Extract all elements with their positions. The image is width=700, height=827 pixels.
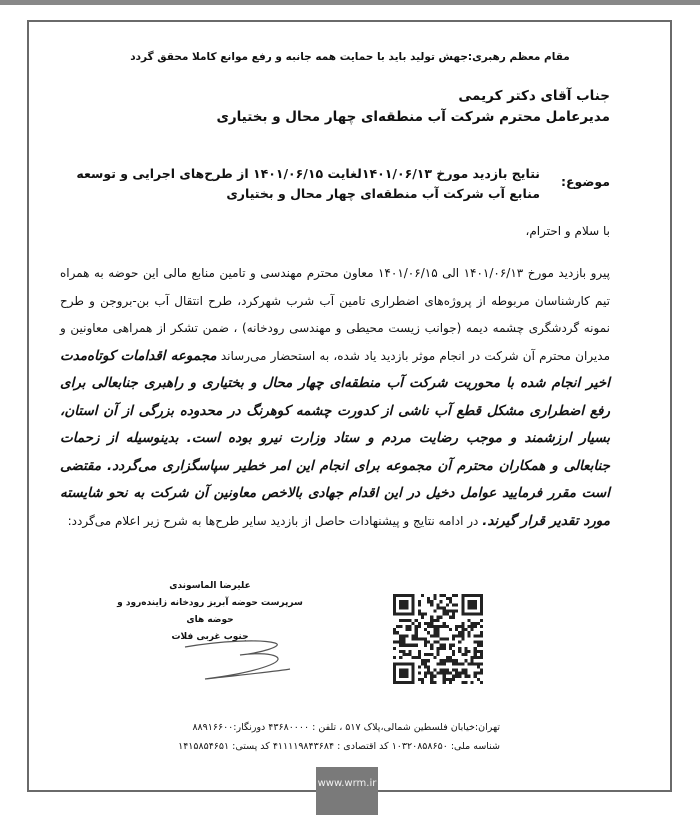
greeting: با سلام و احترام، (525, 224, 610, 238)
letter-motto: مقام معظم رهبری:جهش تولید باید با حمایت همه جانبه و رفع موانع کاملا محقق گردد (130, 51, 570, 63)
website-watermark: www.wrm.ir (316, 767, 378, 815)
signer-name: علیرضا الماسوندی (169, 581, 251, 591)
letter-body (60, 260, 610, 535)
body-intro: پیرو بازدید مورخ ۱۴۰۱/۰۶/۱۳ الی ۱۴۰۱/۰۶/۱۵ معاون محترم مهندسی و تامین منابع مالی این حوضه به همراه تیم کارشناسان مربوطه از پروژه‌های اضطراری تامین آب شرب شهرکرد، طرح انتقال آب بن-بروجن و طرح نمونه گردشگری چشمه دیمه (جوانب زیست محیطی و مهندسی رودخانه) ، ضمن تشکر از همراهی معاونین و مدیران محترم آن شرکت در انجام موثر بازدید یاد شده، به استحضار می‌رساند (60, 266, 611, 363)
subject-label: موضوع: (560, 174, 610, 189)
recipient-block (216, 86, 610, 128)
signer-title-line1: سرپرست حوضه آبریز رودخانه زاینده‌رود و حوضه های (117, 598, 303, 625)
subject-block (50, 164, 610, 204)
recipient-name: جناب آقای دکتر کریمی (458, 88, 610, 104)
recipient-title: مدیرعامل محترم شرکت آب منطقه‌ای چهار محال و بختیاری (216, 109, 610, 125)
body-closing: در ادامه نتایج و پیشنهادات حاصل از بازدید سایر طرح‌ها به شرح زیر اعلام می‌گردد: (67, 513, 479, 528)
footer-address: تهران:خیابان فلسطین شمالی،پلاک ۵۱۷ ، تلفن : ۴۳۶۸۰۰۰۰ دورنگار:۸۸۹۱۶۶۰۰ (192, 722, 500, 733)
top-border-strip (0, 0, 700, 5)
qr-code-icon (393, 594, 483, 684)
footer-contact (100, 718, 500, 756)
handwritten-signature (180, 635, 300, 680)
footer-ids: شناسه ملی: ۱۰۳۲۰۸۵۸۶۵۰ کد اقتصادی : ۴۱۱۱۱۹۸۴۳۶۸۴ کد پستی: ۱۴۱۵۸۵۴۶۵۱ (178, 741, 500, 752)
body-emphasis: مجموعه اقدامات کوتاه‌مدت اخیر انجام شده با محوریت شرکت آب منطقه‌ای چهار محال و بختیاری و راهبری جنابعالی برای رفع اضطراری مشکل قطع آب ناشی از کدورت چشمه کوهرنگ در محدوده بزرگی از آن استان، بسیار ارزشمند و موجب رضایت مردم و ستاد وزارت نیرو بوده است. بدینوسیله از زحمات جنابعالی و همکاران محترم آن مجموعه برای انجام این امر خطیر سپاسگزاری می‌گردد. مقتضی است مقرر فرمایید عوامل دخیل در این اقدام جهادی بالاخص معاونین آن شرکت به نحو شایسته مورد تقدیر قرار گیرند. (60, 347, 610, 529)
signer-title-line2: جنوب غربی فلات (171, 632, 249, 642)
subject-text: نتایج بازدید مورخ ۱۴۰۱/۰۶/۱۳لغایت ۱۴۰۱/۰۶/۱۵ از طرح‌های اجرایی و توسعه منابع آب شرکت آب منطقه‌ای چهار محال و بختیاری (76, 166, 540, 201)
